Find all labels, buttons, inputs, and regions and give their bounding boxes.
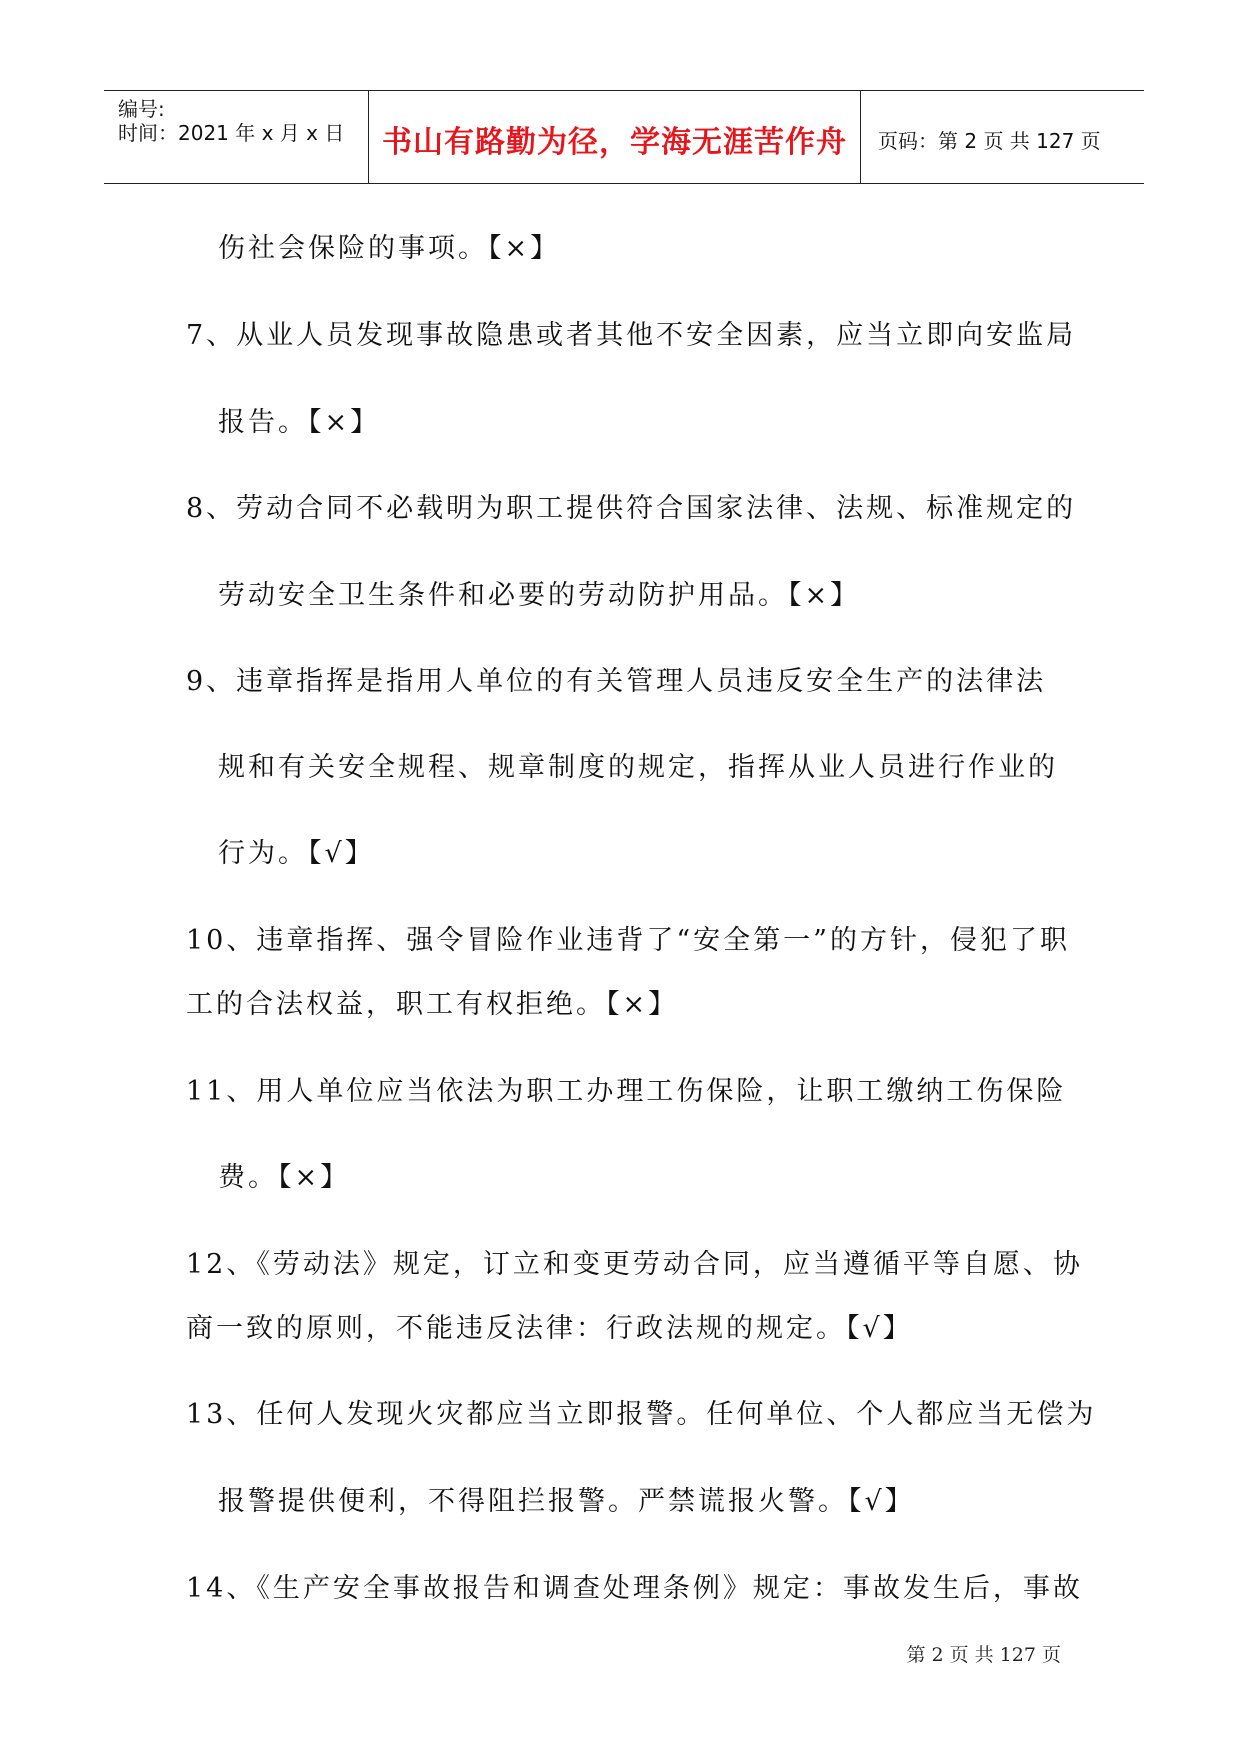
text-line: 10、违章指挥、强令冒险作业违背了“安全第一”的方针，侵犯了职 xyxy=(186,925,1070,956)
header-motto-cell xyxy=(368,91,861,183)
header-info-cell xyxy=(104,91,368,183)
text-line: 伤社会保险的事项。【×】 xyxy=(218,233,561,264)
text-line: 行为。【√】 xyxy=(218,838,375,869)
text-line: 工的合法权益，职工有权拒绝。【×】 xyxy=(186,989,679,1020)
text-line: 商一致的原则，不能违反法律：行政法规的规定。【√】 xyxy=(186,1313,913,1344)
text-line: 9、违章指挥是指用人单位的有关管理人员违反安全生产的法律法 xyxy=(186,666,1047,697)
page-footer: 第 2 页 共 127 页 xyxy=(906,1644,1061,1666)
document-number-label: 编号: xyxy=(118,97,165,121)
header-page-number: 页码：第 2 页 共 127 页 xyxy=(878,129,1101,153)
document-date: 时间：2021 年 x 月 x 日 xyxy=(118,121,345,145)
text-line: 劳动安全卫生条件和必要的劳动防护用品。【×】 xyxy=(218,580,861,611)
header-page-cell xyxy=(860,91,1144,183)
page-header xyxy=(104,90,1144,184)
header-motto: 书山有路勤为径，学海无涯苦作舟 xyxy=(382,125,847,160)
text-line: 规和有关安全规程、规章制度的规定，指挥从业人员进行作业的 xyxy=(218,752,1058,783)
text-line: 8、劳动合同不必载明为职工提供符合国家法律、法规、标准规定的 xyxy=(186,493,1077,524)
text-line: 11、用人单位应当依法为职工办理工伤保险，让职工缴纳工伤保险 xyxy=(186,1076,1067,1107)
text-line: 7、从业人员发现事故隐患或者其他不安全因素，应当立即向安监局 xyxy=(186,320,1077,351)
text-line: 报告。【×】 xyxy=(218,407,381,438)
text-line: 12、《劳动法》规定，订立和变更劳动合同，应当遵循平等自愿、协 xyxy=(186,1249,1083,1280)
text-line: 费。【×】 xyxy=(218,1162,351,1193)
text-line: 报警提供便利，不得阻拦报警。严禁谎报火警。【√】 xyxy=(218,1486,915,1517)
text-line: 13、任何人发现火灾都应当立即报警。任何单位、个人都应当无偿为 xyxy=(186,1399,1097,1430)
text-line: 14、《生产安全事故报告和调查处理条例》规定：事故发生后，事故 xyxy=(186,1573,1083,1604)
